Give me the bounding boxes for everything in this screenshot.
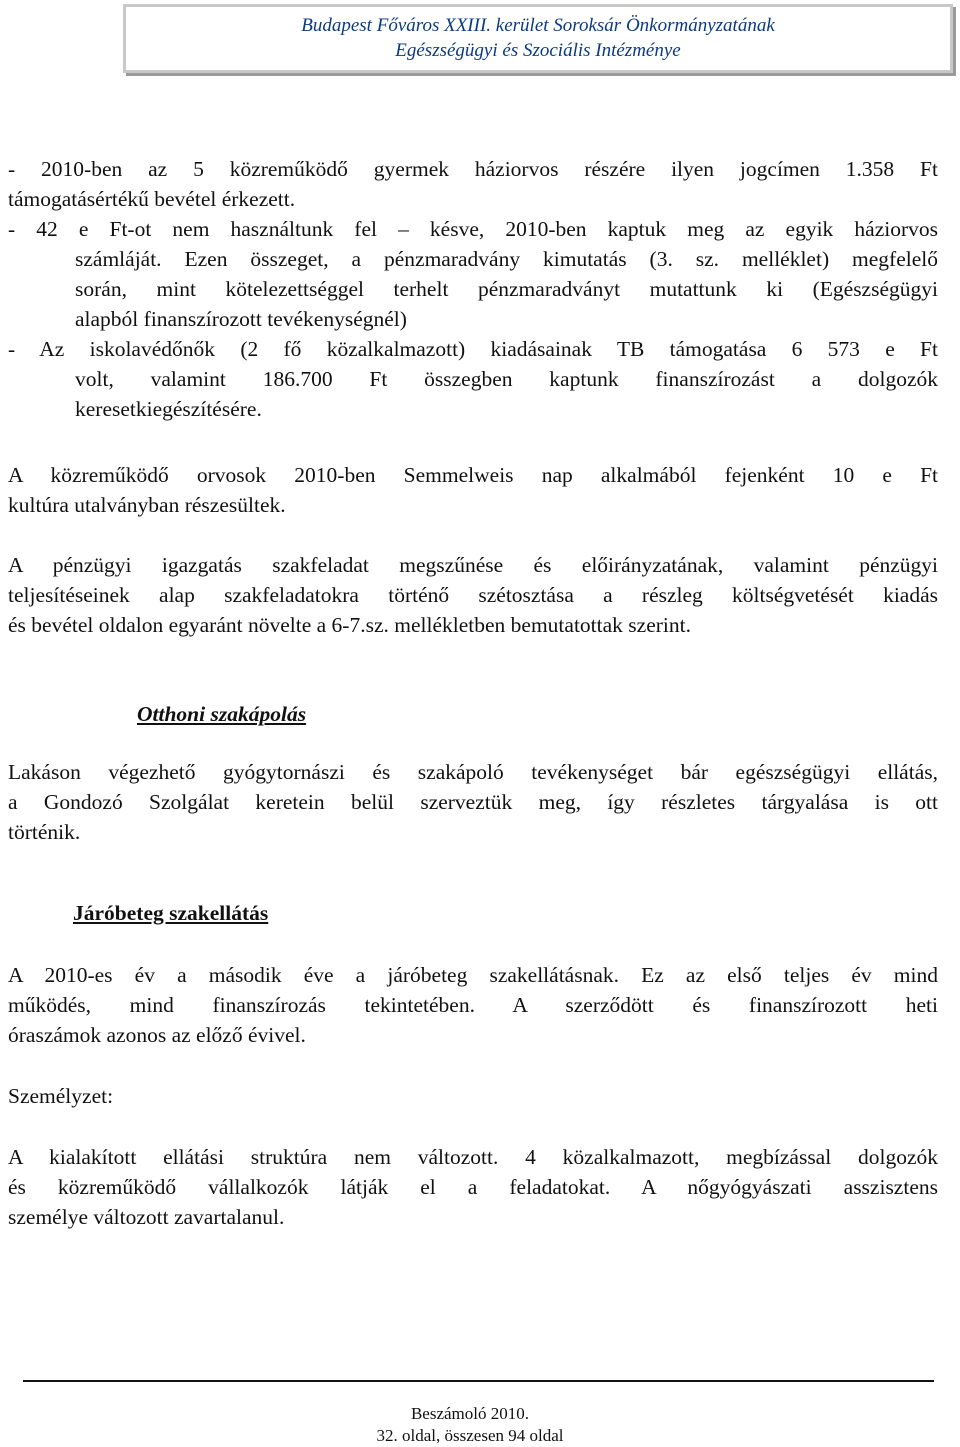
paragraph-line: A kialakított ellátási struktúra nem változott. 4 közalkalmazott, megbízással dolgozók	[8, 1145, 938, 1169]
paragraph-line: teljesítéseinek alap szakfeladatokra történő szétosztása a részleg költségvetését kiadás	[8, 583, 938, 607]
paragraph-line: A pénzügyi igazgatás szakfeladat megszűnése és előirányzatának, valamint pénzügyi	[8, 553, 938, 577]
paragraph-line: és bevétel oldalon egyaránt növelte a 6-7.sz. mellékletben bemutatottak szerint.	[8, 613, 691, 637]
paragraph-line: történik.	[8, 820, 81, 844]
paragraph-line: a Gondozó Szolgálat keretein belül szerveztük meg, így részletes tárgyalása is ott	[8, 790, 938, 814]
paragraph-line: működés, mind finanszírozás tekintetében. A szerződött és finanszírozott heti	[8, 993, 938, 1017]
footer-page-number: 32. oldal, összesen 94 oldal	[376, 1426, 564, 1445]
header-institution-line1: Budapest Főváros XXIII. kerület Soroksár Önkormányzatának	[301, 15, 775, 36]
list-item-line: - 2010-ben az 5 közreműködő gyermek háziorvos részére ilyen jogcímen 1.358 Ft	[8, 157, 938, 181]
list-item-line: alapból finanszírozott tevékenységnél)	[75, 307, 407, 331]
list-item-line: - 42 e Ft-ot nem használtunk fel – késve, 2010-ben kaptuk meg az egyik háziorvos	[8, 217, 938, 241]
label-text: Személyzet:	[8, 1084, 114, 1108]
paragraph-line: Lakáson végezhető gyógytornászi és szakápoló tevékenységet bár egészségügyi ellátás,	[8, 760, 938, 784]
paragraph-jarobeteg	[8, 960, 938, 1050]
paragraph-line: és közreműködő vállalkozók látják el a feladatokat. A nőgyógyászati asszisztens	[8, 1175, 938, 1199]
list-item-line: - Az iskolavédőnők (2 fő közalkalmazott) kiadásainak TB támogatása 6 573 e Ft	[8, 337, 938, 361]
paragraph-otthoni	[8, 757, 938, 847]
list-funding	[8, 154, 938, 424]
section-heading-jarobeteg: Járóbeteg szakellátás	[73, 901, 269, 925]
paragraph-penzugyi	[8, 550, 938, 640]
paragraph-line: személye változott zavartalanul.	[8, 1205, 285, 1229]
list-item-line: számláját. Ezen összeget, a pénzmaradvány kimutatás (3. sz. melléklet) megfelelő	[75, 247, 938, 271]
list-item-line: volt, valamint 186.700 Ft összegben kaptunk finanszírozást a dolgozók	[75, 367, 938, 391]
list-item-line: támogatásértékű bevétel érkezett.	[8, 187, 296, 211]
paragraph-kultura	[8, 460, 938, 520]
footer-title: Beszámoló 2010.	[410, 1404, 530, 1423]
paragraph-szemelyzet	[8, 1142, 938, 1232]
list-item-line: során, mint kötelezettséggel terhelt pénzmaradványt mutattunk ki (Egészségügyi	[75, 277, 938, 301]
list-item-line: keresetkiegészítésére.	[75, 397, 262, 421]
paragraph-line: A közreműködő orvosok 2010-ben Semmelweis nap alkalmából fejenként 10 e Ft	[8, 463, 938, 487]
paragraph-line: A 2010-es év a második éve a járóbeteg szakellátásnak. Ez az első teljes év mind	[8, 963, 938, 987]
document-header	[123, 4, 953, 73]
paragraph-line: óraszámok azonos az előző évivel.	[8, 1023, 306, 1047]
label-szemelyzet	[8, 1081, 938, 1111]
footer-divider	[23, 1380, 934, 1382]
paragraph-line: kultúra utalványban részesültek.	[8, 493, 286, 517]
header-institution-line2: Egészségügyi és Szociális Intézménye	[395, 40, 681, 61]
section-heading-otthoni: Otthoni szakápolás	[137, 702, 307, 726]
